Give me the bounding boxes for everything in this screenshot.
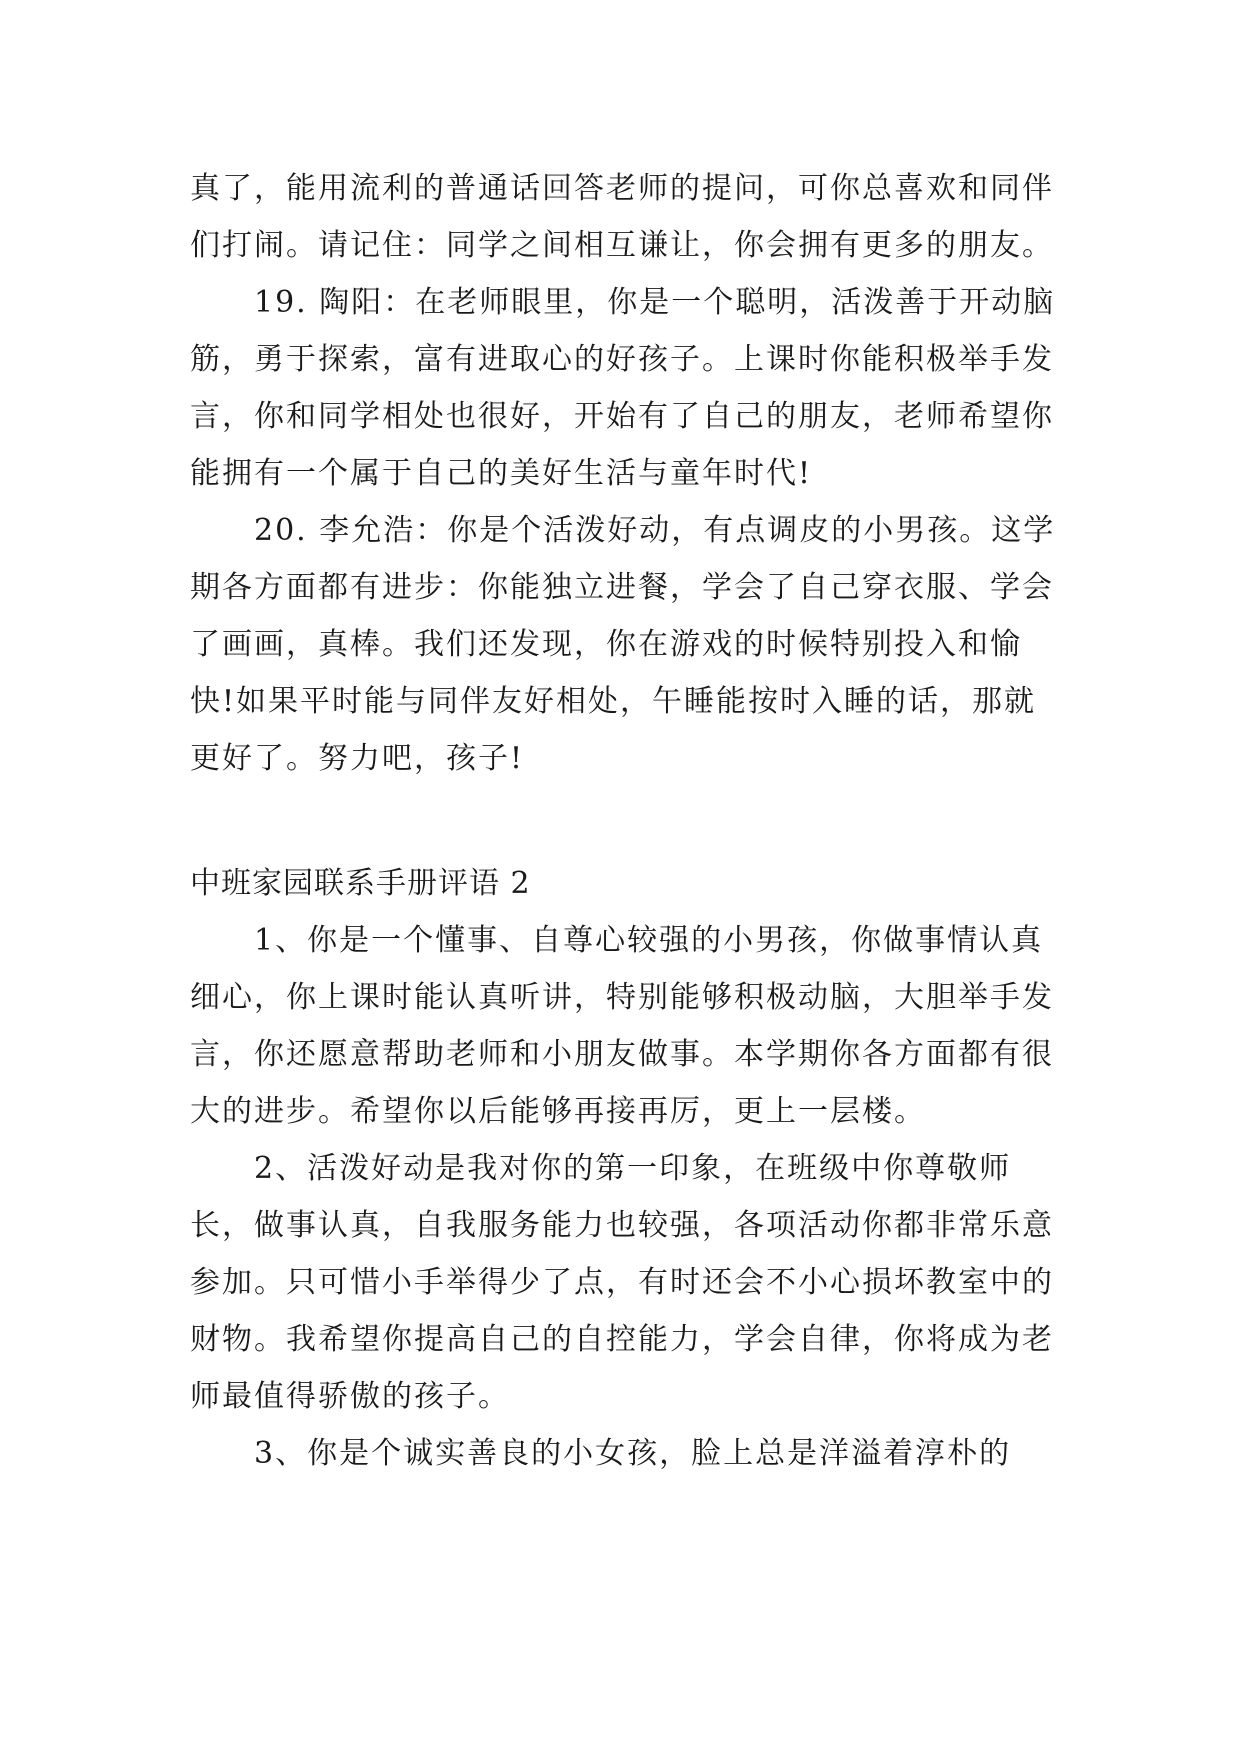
section-title: 中班家园联系手册评语 2 — [190, 866, 531, 901]
comment-20-paragraph: 20. 李允浩：你是个活泼好动，有点调皮的小男孩。这学期各方面都有进步：你能独立进餐，学会了自己穿衣服、学会了画画，真棒。我们还发现，你在游戏的时候特别投入和愉快!如果平时能与同伴友好相处，午睡能按时入睡的话，那就更好了。努力吧，孩子! — [190, 513, 1056, 776]
comment-2-paragraph: 2、活泼好动是我对你的第一印象，在班级中你尊敬师长，做事认真，自我服务能力也较强，各项活动你都非常乐意参加。只可惜小手举得少了点，有时还会不小心损坏教室中的财物。我希望你提高自己的自控能力，学会自律，你将成为老师最值得骄傲的孩子。 — [190, 1151, 1054, 1414]
document-body — [190, 160, 1060, 1482]
comment-1-paragraph: 1、你是一个懂事、自尊心较强的小男孩，你做事情认真细心，你上课时能认真听讲，特别能够积极动脑，大胆举手发言，你还愿意帮助老师和小朋友做事。本学期你各方面都有很大的进步。希望你以后能够再接再厉，更上一层楼。 — [190, 923, 1054, 1129]
paragraph-continuation: 真了，能用流利的普通话回答老师的提问，可你总喜欢和同伴们打闹。请记住：同学之间相互谦让，你会拥有更多的朋友。 — [190, 171, 1054, 263]
comment-19-paragraph: 19. 陶阳：在老师眼里，你是一个聪明，活泼善于开动脑筋，勇于探索，富有进取心的好孩子。上课时你能积极举手发言，你和同学相处也很好，开始有了自己的朋友，老师希望你能拥有一个属于自己的美好生活与童年时代! — [190, 285, 1056, 491]
comment-3-paragraph: 3、你是个诚实善良的小女孩，脸上总是洋溢着淳朴的 — [254, 1436, 1012, 1471]
